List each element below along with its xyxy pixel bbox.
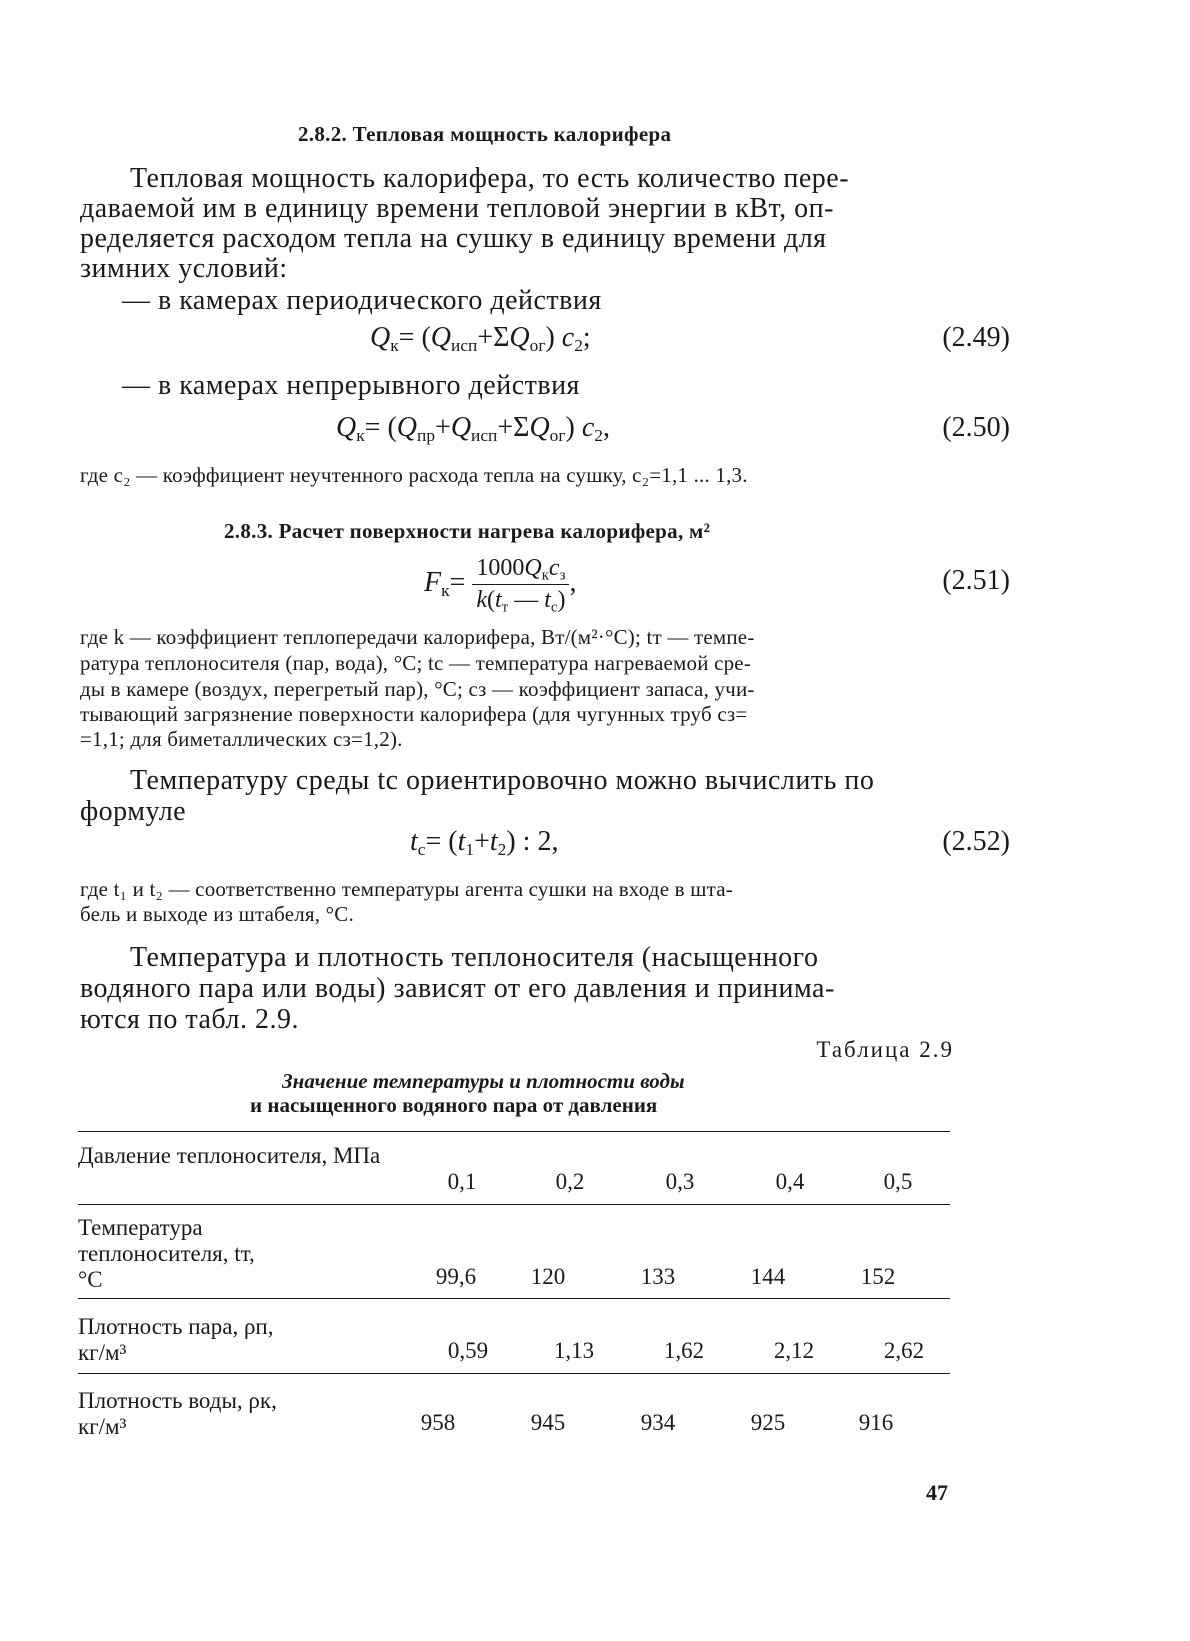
equation-number-2-52: (2.52) — [942, 826, 1010, 857]
density-paragraph-line: ются по табл. 2.9. — [80, 1004, 299, 1035]
page-number: 47 — [926, 1480, 948, 1505]
table-cell: 945 — [530, 1410, 566, 1435]
t-note-line: бель и выходе из штабеля, °С. — [80, 902, 354, 926]
table-cell: 0,2 — [555, 1169, 585, 1194]
table-top-rule — [78, 1131, 950, 1132]
equation-number-2-50: (2.50) — [942, 412, 1010, 443]
table-cell: 934 — [640, 1410, 676, 1435]
table-cell: 120 — [530, 1264, 566, 1289]
table-cell: 916 — [858, 1410, 894, 1435]
equation-number-2-49: (2.49) — [942, 322, 1010, 353]
table-cell: 2,12 — [773, 1338, 815, 1363]
table-row-header: Плотность воды, ρк, кг/м³ — [78, 1388, 277, 1439]
equation-2-50: $Q_к= (Q_{пр}+Q_{исп}+\Sigma Q_{ог})$ $c_2$, — [336, 412, 610, 446]
table-caption-line1: Значение температуры и плотности воды — [282, 1069, 685, 1093]
table-rule — [78, 1373, 950, 1374]
table-cell: 1,13 — [553, 1338, 595, 1363]
table-label: Таблица 2.9 — [816, 1037, 954, 1062]
table-cell: 0,59 — [447, 1338, 489, 1363]
table-cell: 133 — [640, 1264, 676, 1289]
equation-2-52: $t_с= (t_1+t_2)$ : 2, — [410, 826, 559, 860]
t-note-line: где t₁ и t₂ — соответственно температуры агента сушки на входе в шта- — [80, 877, 733, 901]
k-note-line: тывающий загрязнение поверхности калорифера (для чугунных труб cз= — [80, 702, 748, 726]
table-cell: 0,5 — [883, 1169, 913, 1194]
continuous-label: — в камерах непрерывного действия — [122, 370, 580, 401]
table-cell: 152 — [860, 1264, 896, 1289]
table-cell: 0,3 — [665, 1169, 695, 1194]
paragraph-line: зимних условий: — [80, 253, 288, 284]
table-row-header: Давление теплоносителя, МПа — [78, 1143, 381, 1168]
table-rule — [78, 1298, 950, 1299]
medium-paragraph-line: формуле — [80, 796, 187, 827]
table-cell: 99,6 — [435, 1264, 477, 1289]
table-row-header: Плотность пара, ρп, кг/м³ — [78, 1314, 274, 1365]
table-cell: 144 — [750, 1264, 786, 1289]
table-cell: 958 — [420, 1410, 456, 1435]
c2-note: где c₂ — коэффициент неучтенного расхода тепла на сушку, c₂=1,1 ... 1,3. — [80, 463, 748, 487]
table-caption-line2: и насыщенного водяного пара от давления — [250, 1093, 658, 1117]
table-rule — [78, 1204, 950, 1205]
table-cell: 2,62 — [883, 1338, 925, 1363]
paragraph-line: даваемой им в единицу времени тепловой энергии в кВт, оп- — [80, 193, 834, 224]
paragraph-line: Тепловая мощность калорифера, то есть количество пере- — [130, 163, 850, 194]
table-cell: 925 — [750, 1410, 786, 1435]
k-note-line: =1,1; для биметаллических cз=1,2). — [80, 727, 403, 751]
paragraph-line: ределяется расходом тепла на сушку в единицу времени для — [80, 223, 827, 254]
k-note-line: ратура теплоносителя (пар, вода), °С; tс — температура нагреваемой сре- — [80, 651, 752, 675]
periodic-label: — в камерах периодического действия — [122, 285, 602, 316]
table-row-header: Температура теплоносителя, tт, °С — [78, 1215, 255, 1292]
table-cell: 1,62 — [663, 1338, 705, 1363]
section-heading-2-8-2: 2.8.2. Тепловая мощность калорифера — [298, 122, 672, 146]
density-paragraph-line: водяного пара или воды) зависят от его давления и принима- — [80, 973, 835, 1004]
equation-number-2-51: (2.51) — [942, 565, 1010, 596]
table-cell: 0,4 — [775, 1169, 805, 1194]
medium-paragraph-line: Температуру среды tс ориентировочно можно вычислить по — [130, 765, 875, 796]
table-cell: 0,1 — [447, 1169, 477, 1194]
k-note-line: где k — коэффициент теплопередачи калорифера, Вт/(м²·°С); tт — темпе- — [80, 625, 755, 649]
k-note-line: ды в камере (воздух, перегретый пар), °С; cз — коэффициент запаса, учи- — [80, 677, 755, 701]
density-paragraph-line: Температура и плотность теплоносителя (насыщенного — [130, 942, 819, 973]
equation-2-51: $F_к=$ $\frac{1000Q_кc_з}{k(t_т — t_с)}$ , — [424, 555, 577, 616]
section-heading-2-8-3: 2.8.3. Расчет поверхности нагрева калорифера, м² — [224, 519, 711, 543]
equation-2-49: $Q_к= (Q_{исп}+\Sigma Q_{ог})$ $c_2$; — [370, 322, 591, 356]
